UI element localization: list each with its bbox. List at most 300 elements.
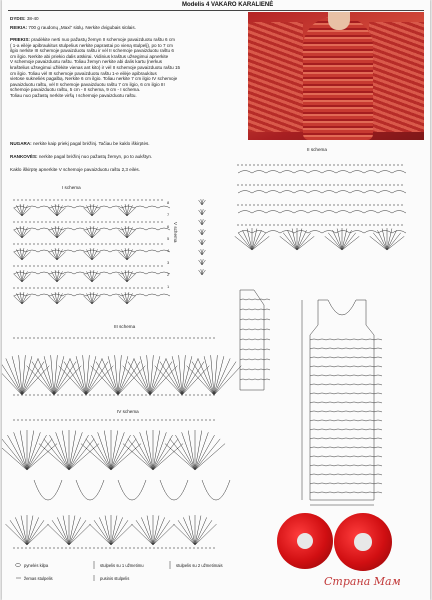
schema-4-chain <box>57 419 58 420</box>
schema-1-chain <box>141 287 142 288</box>
schema-4-fan <box>170 439 195 470</box>
schema-1-chain <box>149 287 150 288</box>
schema-2-chain <box>349 224 350 225</box>
schema-4-fan <box>69 517 81 545</box>
schema-3-chain <box>33 394 34 395</box>
schema-2-title: II schema <box>307 147 327 152</box>
dress-rows <box>310 438 382 439</box>
schema-4-chain <box>165 419 166 420</box>
schema-3-chain <box>213 337 214 338</box>
schema-2-chain <box>397 164 398 165</box>
schema-4-chain <box>205 547 206 548</box>
schema-2-chain <box>293 204 294 205</box>
schema-2-chain <box>389 224 390 225</box>
schema-1-chain <box>41 243 42 244</box>
schema-2-chain <box>289 164 290 165</box>
schema-2-chain <box>297 164 298 165</box>
schema-4-chain <box>33 547 34 548</box>
schema-1-chain <box>13 265 14 266</box>
schema-3-chain <box>145 337 146 338</box>
schema-4-chain <box>93 419 94 420</box>
schema-3-chain <box>193 337 194 338</box>
schema-4-fan <box>111 524 133 545</box>
schema-1-chain <box>101 287 102 288</box>
schema-3-chain <box>157 394 158 395</box>
schema-4-chain <box>65 547 66 548</box>
schema-1-chain <box>45 243 46 244</box>
schema-1-chain <box>145 243 146 244</box>
schema-1-chain <box>109 287 110 288</box>
schema-4-chain <box>49 419 50 420</box>
schema-4-chain <box>133 419 134 420</box>
schema-4-chain <box>209 419 210 420</box>
schema-4-chain <box>201 419 202 420</box>
schema-2-chain <box>397 184 398 185</box>
schema-3-chain <box>153 337 154 338</box>
schema-1-chain <box>37 265 38 266</box>
schema-2-chain <box>385 224 386 225</box>
schema-1-chain <box>13 221 14 222</box>
schema-2-chain <box>353 164 354 165</box>
schema-3-fan <box>32 362 54 395</box>
schema-1-chain <box>61 199 62 200</box>
schema-2-chain <box>385 164 386 165</box>
schema-4-chain <box>137 419 138 420</box>
schema-1-chain <box>17 221 18 222</box>
schema-1-chain <box>101 221 102 222</box>
schema-2-chain <box>261 164 262 165</box>
schema-2-chain <box>357 204 358 205</box>
schema-1-row-number: 6 <box>167 224 170 229</box>
schema-2-chain <box>345 204 346 205</box>
schema-2-chain <box>269 224 270 225</box>
schema-2-chain <box>317 204 318 205</box>
schema-3-chain <box>81 394 82 395</box>
schema-1-chain <box>129 243 130 244</box>
schema-4-chain <box>89 419 90 420</box>
schema-2-chain <box>281 184 282 185</box>
schema-4-fan <box>86 439 111 470</box>
schema-1-chain <box>49 221 50 222</box>
schema-1-chain <box>149 265 150 266</box>
schema-1-chain <box>69 221 70 222</box>
schema-3-chain <box>53 337 54 338</box>
schema-3-chain <box>49 337 50 338</box>
schema-4-chain <box>45 547 46 548</box>
schema-1-chain <box>73 199 74 200</box>
schema-1-chain <box>157 221 158 222</box>
schema-2-chain <box>313 204 314 205</box>
schema-4-arch <box>118 480 146 500</box>
schema-3-fan <box>22 366 49 395</box>
schema-4-chain <box>165 547 166 548</box>
schema-1-arch <box>14 228 170 230</box>
sleeve-rows <box>240 339 270 340</box>
schema-3-chain <box>97 337 98 338</box>
schema-1-chain <box>41 287 42 288</box>
schema-4-chain <box>145 547 146 548</box>
schema-2-chain <box>333 164 334 165</box>
schema-2-chain <box>317 184 318 185</box>
dress-rows <box>310 411 382 412</box>
schema-2-chain <box>389 184 390 185</box>
schema-3-chain <box>89 394 90 395</box>
schema-2-chain <box>285 204 286 205</box>
schema-1-chain <box>157 243 158 244</box>
schema-3-chain <box>141 394 142 395</box>
schema-3-chain <box>21 337 22 338</box>
schema-3-chain <box>169 394 170 395</box>
dress-rows <box>310 465 382 466</box>
schema-4-chain <box>69 547 70 548</box>
schema-2-chain <box>401 224 402 225</box>
schema-3-chain <box>113 337 114 338</box>
schema-3-chain <box>157 337 158 338</box>
schema-3-fan <box>91 366 118 395</box>
dress-rows <box>310 357 382 358</box>
schema-3-chain <box>133 337 134 338</box>
schema-2-chain <box>369 204 370 205</box>
schema-1-chain <box>137 287 138 288</box>
schema-2-arch <box>238 171 406 174</box>
yarn-core-left <box>297 533 314 550</box>
schema-1-chain <box>81 221 82 222</box>
schema-2-chain <box>397 224 398 225</box>
schema-2-chain <box>361 164 362 165</box>
schema-3-fan <box>182 366 209 395</box>
schema-1-chain <box>149 199 150 200</box>
schema-1-chain <box>133 243 134 244</box>
schema-2-chain <box>333 184 334 185</box>
schema-2-chain <box>333 224 334 225</box>
schema-2-chain <box>281 224 282 225</box>
schema-4-chain <box>65 419 66 420</box>
schema-2-chain <box>309 204 310 205</box>
dress-rows <box>310 429 382 430</box>
schema-1-chain <box>145 265 146 266</box>
schema-2-chain <box>237 164 238 165</box>
schema-1-chain <box>53 265 54 266</box>
schema-4-fan <box>57 517 69 545</box>
schema-1-chain <box>93 243 94 244</box>
schema-2-chain <box>241 204 242 205</box>
schema-2-chain <box>245 204 246 205</box>
schema-2-chain <box>389 204 390 205</box>
schema-4-chain <box>125 419 126 420</box>
schema-1-chain <box>145 199 146 200</box>
schema-4-fan <box>195 517 207 545</box>
schema-4-chain <box>33 419 34 420</box>
schema-2-chain <box>305 164 306 165</box>
schema-4-fan <box>111 517 123 545</box>
schema-1-chain <box>141 243 142 244</box>
schema-2-chain <box>369 224 370 225</box>
schema-4-chain <box>185 547 186 548</box>
schema-2-chain <box>285 224 286 225</box>
schema-4-chain <box>53 547 54 548</box>
schema-1-chain <box>49 287 50 288</box>
schema-3-chain <box>105 394 106 395</box>
schema-4-chain <box>189 419 190 420</box>
schema-1-chain <box>21 287 22 288</box>
schema-1-chain <box>101 243 102 244</box>
schema-2-chain <box>381 164 382 165</box>
schema-3-chain <box>65 394 66 395</box>
schema-1-chain <box>65 243 66 244</box>
schema-3-chain <box>61 337 62 338</box>
schema-2-chain <box>321 204 322 205</box>
back-value: nerkite kaip priekį pagal brėžinį. Tačiau be kaklo iškirptės. <box>32 141 150 146</box>
front-label: PRIEKIS: <box>10 37 30 42</box>
schema-4-chain <box>57 547 58 548</box>
schema-1-chain <box>45 265 46 266</box>
schema-2-chain <box>301 184 302 185</box>
schema-4-chain <box>13 547 14 548</box>
schema-1-chain <box>105 199 106 200</box>
schema-2-chain <box>313 164 314 165</box>
schema-4-chain <box>193 419 194 420</box>
schema-2-chain <box>305 224 306 225</box>
schema-4-chain <box>25 547 26 548</box>
sleeve-rows <box>240 319 270 320</box>
schema-4-chain <box>201 547 202 548</box>
schema-3-chain <box>117 394 118 395</box>
schema-2-chain <box>249 164 250 165</box>
schema-4-fan <box>5 524 27 545</box>
schema-3-chain <box>25 394 26 395</box>
sleeve-rows <box>240 359 270 360</box>
schema-4-arch <box>202 480 230 500</box>
schema-1-chain <box>89 287 90 288</box>
schema-1-chain <box>117 287 118 288</box>
schema-3-chain <box>189 337 190 338</box>
schema-3-chain <box>17 394 18 395</box>
legend-chain-loop: pynelės kilpa <box>24 563 49 568</box>
schema-4-chain <box>173 547 174 548</box>
schema-3-chain <box>165 337 166 338</box>
sleeve-rows <box>240 299 270 300</box>
schema-1-chain <box>121 199 122 200</box>
schema-1-chain <box>73 287 74 288</box>
schema-1-chain <box>113 287 114 288</box>
schema-1-chain <box>129 287 130 288</box>
page-title: Modelis 4 VAKARO KARALIENĖ <box>182 2 274 8</box>
schema-1-chain <box>73 243 74 244</box>
front-line-7: vietose sukneliės pagalbą. Nerkite 6 cm ilgio. Toliau nerkite 7 cm ilgio IV schemoje <box>10 76 178 82</box>
front-line-2: ilgio nerkite III schemoje pavaizduotu raštu ir vėl II schemoje pavaizduotu raštu 6 <box>10 48 174 54</box>
schema-4-fan <box>195 524 217 545</box>
schema-2-chain <box>361 184 362 185</box>
schema-1-chain <box>157 265 158 266</box>
schema-1-chain <box>69 287 70 288</box>
schema-4-chain <box>81 547 82 548</box>
sleeve-rows <box>240 329 270 330</box>
schema-1-chain <box>25 265 26 266</box>
schema-3-chain <box>149 394 150 395</box>
schema-1-chain <box>37 243 38 244</box>
schema-3-chain <box>101 394 102 395</box>
schema-1-arch <box>14 272 170 274</box>
schema-1-chain <box>85 221 86 222</box>
schema-1-chain <box>145 287 146 288</box>
schema-2-chain <box>381 184 382 185</box>
schema-3-chain <box>201 394 202 395</box>
schema-2-chain <box>385 184 386 185</box>
schema-4-chain <box>209 547 210 548</box>
schema-2-chain <box>377 184 378 185</box>
schema-2-chain <box>277 164 278 165</box>
schema-2-chain <box>245 164 246 165</box>
schema-1-chain <box>85 199 86 200</box>
schema-3-fan <box>150 366 177 395</box>
schema-1-chain <box>97 287 98 288</box>
schema-4-chain <box>97 419 98 420</box>
schema-2-chain <box>341 164 342 165</box>
schema-4-chain <box>177 547 178 548</box>
schema-1-chain <box>105 221 106 222</box>
back-label: NUGARA: <box>10 141 32 146</box>
schema-2-chain <box>309 224 310 225</box>
schema-1-chain <box>121 243 122 244</box>
schema-3-fan <box>54 366 81 395</box>
schema-1-chain <box>153 265 154 266</box>
schema-4-chain <box>121 547 122 548</box>
schema-3-chain <box>69 337 70 338</box>
schema-3-chain <box>17 337 18 338</box>
schema-4-fan <box>141 517 153 545</box>
schema-1-chain <box>109 265 110 266</box>
schema-1-chain <box>57 265 58 266</box>
schema-2-chain <box>377 224 378 225</box>
schema-1-chain <box>93 221 94 222</box>
schema-3-fan <box>214 362 236 395</box>
schema-2-chain <box>393 164 394 165</box>
schema-2-chain <box>345 184 346 185</box>
schema-1-chain <box>141 221 142 222</box>
schema-2-chain <box>365 164 366 165</box>
schema-1-chain <box>65 221 66 222</box>
schema-3-chain <box>141 337 142 338</box>
schema-1-chain <box>53 221 54 222</box>
schema-4-arch <box>34 480 62 500</box>
schema-3-fan <box>160 362 182 395</box>
schema-2-chain <box>349 164 350 165</box>
schema-3-chain <box>129 394 130 395</box>
schema-2-chain <box>261 224 262 225</box>
schema-3-chain <box>173 394 174 395</box>
yarn-core-right <box>354 533 371 550</box>
schema-1-chain <box>85 265 86 266</box>
schema-1-chain <box>153 243 154 244</box>
schema-2-chain <box>361 224 362 225</box>
schema-2-chain <box>357 164 358 165</box>
schema-2-chain <box>281 164 282 165</box>
schema-3-chain <box>181 337 182 338</box>
schema-2-chain <box>257 204 258 205</box>
schema-2-chain <box>289 224 290 225</box>
schema-1-title: I schema <box>62 185 81 190</box>
schema-4-fan <box>128 439 153 470</box>
schema-3-chain <box>149 337 150 338</box>
schema-1-chain <box>153 199 154 200</box>
schema-4-chain <box>61 419 62 420</box>
schema-1-row-number: 5 <box>167 236 170 241</box>
schema-2-chain <box>373 224 374 225</box>
schema-2-chain <box>253 184 254 185</box>
dress-rows <box>310 492 382 493</box>
schema-1-chain <box>97 199 98 200</box>
schema-1-chain <box>65 265 66 266</box>
schema-3-fan <box>123 366 150 395</box>
neckline-value: Kaklo iškirptę apnerkite V schemoje pavaizduotu raštu 2,3 eilės. <box>10 167 140 172</box>
schema-1-chain <box>73 265 74 266</box>
schema-2-chain <box>373 204 374 205</box>
dress-outline <box>310 300 374 500</box>
schema-4-chain <box>157 419 158 420</box>
dress-rows <box>310 474 382 475</box>
schema-2-chain <box>377 164 378 165</box>
schema-4-chain <box>113 547 114 548</box>
schema-2-chain <box>269 164 270 165</box>
schema-3-chain <box>97 394 98 395</box>
schema-1-chain <box>129 199 130 200</box>
front-line-10: Toliau nuo pažastų nerkite viršų I schemoje pavaizduotu raštu. <box>10 92 137 98</box>
schema-2-chain <box>313 184 314 185</box>
schema-1-chain <box>97 243 98 244</box>
schema-2-chain <box>237 184 238 185</box>
schema-3-chain <box>125 394 126 395</box>
schema-2-chain <box>345 164 346 165</box>
schema-2-chain <box>257 184 258 185</box>
schema-2-chain <box>365 224 366 225</box>
schema-1-chain <box>73 221 74 222</box>
schema-3-chain <box>209 337 210 338</box>
schema-3-chain <box>201 337 202 338</box>
schema-2-chain <box>289 204 290 205</box>
schema-2-chain <box>245 184 246 185</box>
schema-2-chain <box>277 204 278 205</box>
schema-3-chain <box>41 394 42 395</box>
schema-3-fan <box>86 366 113 395</box>
schema-3-fan <box>22 362 44 395</box>
schema-2-chain <box>353 184 354 185</box>
schema-2-chain <box>325 164 326 165</box>
schema-3-chain <box>89 337 90 338</box>
schema-1-chain <box>89 199 90 200</box>
dress-rows <box>310 420 382 421</box>
schema-2-chain <box>393 224 394 225</box>
schema-2-chain <box>329 224 330 225</box>
schema-2-chain <box>341 204 342 205</box>
schema-4-fan <box>27 524 49 545</box>
magazine-page <box>2 0 430 600</box>
schema-3-chain <box>73 394 74 395</box>
schema-1-row-number: 8 <box>167 200 170 205</box>
schema-4-chain <box>197 419 198 420</box>
schema-1-chain <box>133 221 134 222</box>
schema-2-arch <box>238 191 406 194</box>
schema-4-title: IV schema <box>117 409 139 414</box>
schema-3-chain <box>117 337 118 338</box>
schema-2-chain <box>345 224 346 225</box>
schema-2-chain <box>329 184 330 185</box>
schema-4-fan <box>2 439 27 470</box>
schema-1-chain <box>81 243 82 244</box>
schema-1-chain <box>41 221 42 222</box>
schema-2-chain <box>357 184 358 185</box>
schema-3-chain <box>93 337 94 338</box>
schema-1-chain <box>53 287 54 288</box>
